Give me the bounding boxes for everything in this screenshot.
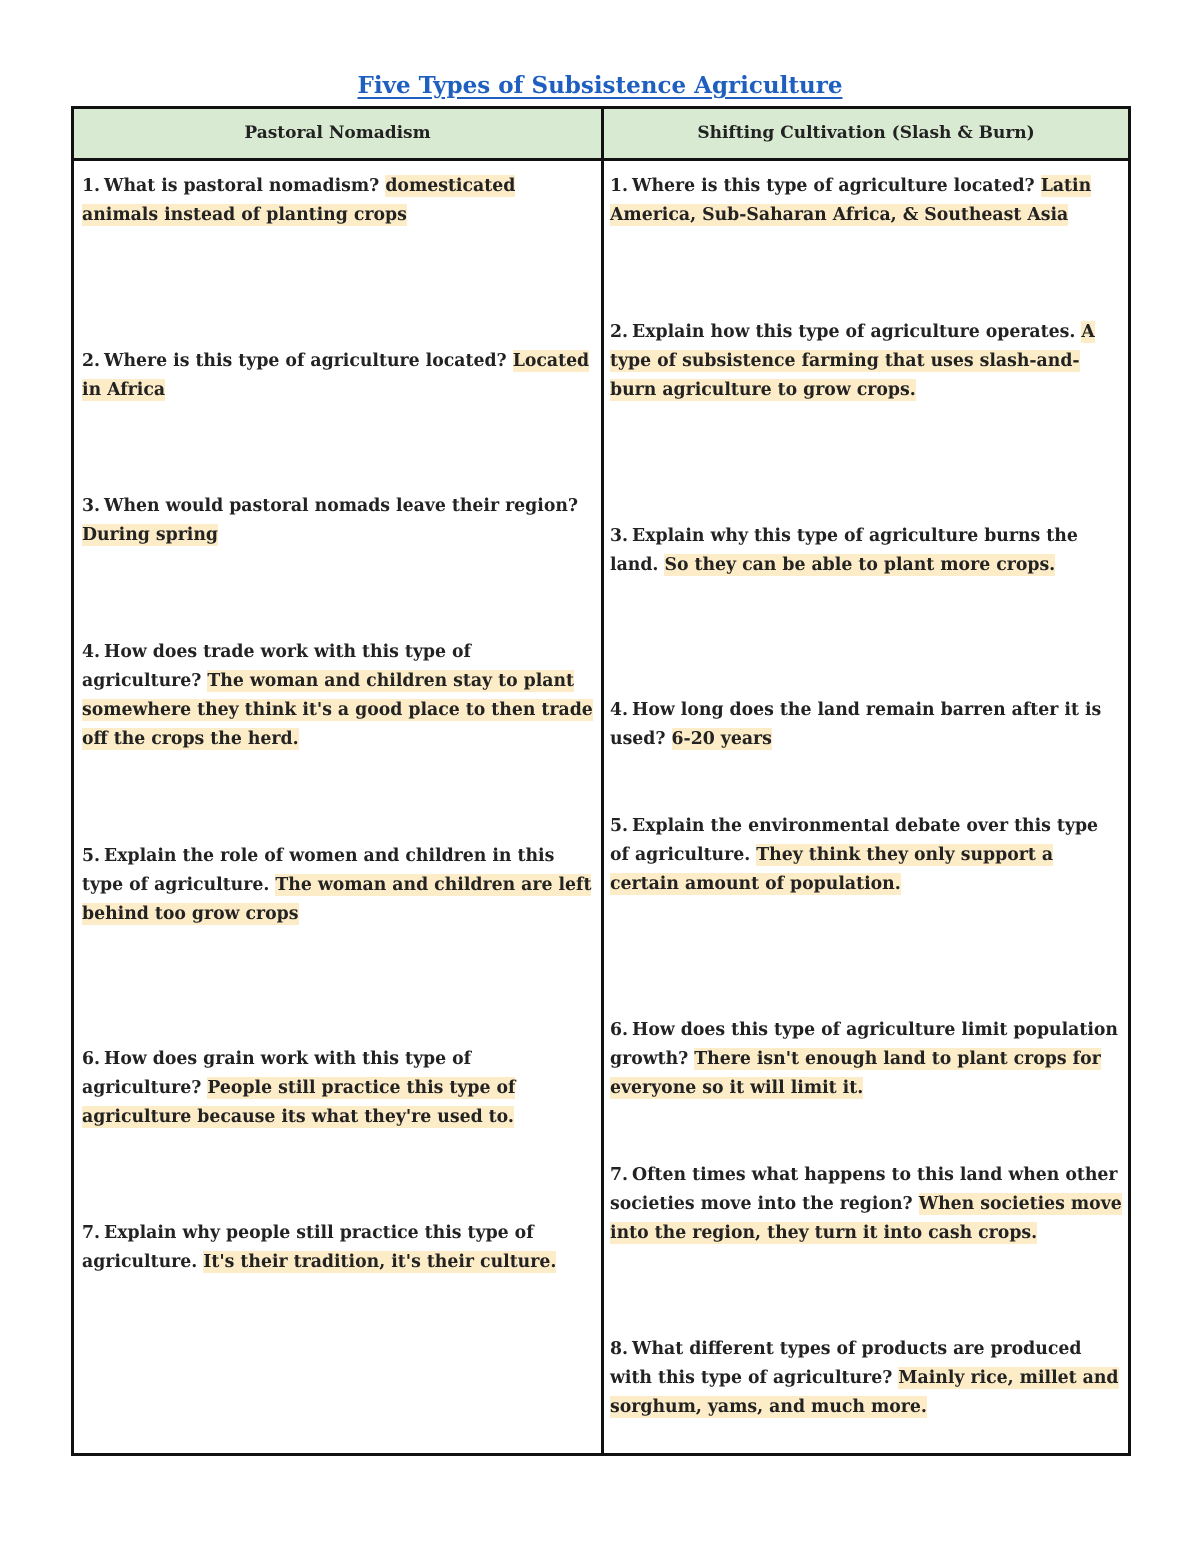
- question-text: Explain the environmental debate over this type of agriculture.: [610, 816, 1099, 865]
- question-text: How does this type of agriculture limit population growth?: [610, 1020, 1118, 1069]
- question-text: When would pastoral nomads leave their region?: [104, 496, 579, 516]
- column-divider: [601, 109, 604, 1453]
- question-number: 1.: [610, 176, 629, 196]
- answer-text: They think they only support a certain amount of population.: [610, 845, 1054, 894]
- answer-text: During spring: [82, 525, 219, 545]
- pastoral-question-1: [82, 172, 594, 230]
- pastoral-question-3: [82, 492, 594, 550]
- header-pastoral-nomadism: Pastoral Nomadism: [244, 123, 431, 143]
- question-text: What is pastoral nomadism?: [104, 176, 380, 196]
- shifting-question-5: [610, 812, 1122, 899]
- shifting-question-4: [610, 696, 1122, 754]
- question-number: 5.: [82, 846, 101, 866]
- pastoral-question-4: [82, 638, 594, 754]
- answer-text: So they can be able to plant more crops.: [664, 555, 1056, 575]
- question-text: How does grain work with this type of agriculture?: [82, 1049, 472, 1098]
- question-number: 3.: [82, 496, 101, 516]
- question-number: 6.: [610, 1020, 629, 1040]
- question-number: 1.: [82, 176, 101, 196]
- answer-text: People still practice this type of agriculture because its what they're used to.: [82, 1078, 516, 1127]
- worksheet-table: [71, 106, 1131, 1456]
- question-text: Where is this type of agriculture located?: [104, 351, 507, 371]
- answer-text: There isn't enough land to plant crops for everyone so it will limit it.: [610, 1049, 1101, 1098]
- answer-text: The woman and children are left behind too grow crops: [82, 875, 592, 924]
- shifting-question-2: [610, 318, 1122, 405]
- page-title: Five Types of Subsistence Agriculture: [357, 72, 843, 99]
- question-number: 2.: [610, 322, 629, 342]
- question-text: What different types of products are produced with this type of agriculture?: [610, 1339, 1082, 1388]
- question-number: 7.: [82, 1223, 101, 1243]
- question-number: 2.: [82, 351, 101, 371]
- question-number: 4.: [82, 642, 101, 662]
- answer-text: Mainly rice, millet and sorghum, yams, and much more.: [610, 1368, 1119, 1417]
- question-text: How does trade work with this type of agriculture?: [82, 642, 471, 691]
- question-text: Explain the role of women and children in this type of agriculture.: [82, 846, 555, 895]
- shifting-question-7: [610, 1161, 1122, 1248]
- pastoral-question-7: [82, 1219, 594, 1277]
- answer-text: Located in Africa: [82, 351, 590, 400]
- answer-text: 6-20 years: [671, 729, 772, 749]
- answer-text: When societies move into the region, they turn it into cash crops.: [610, 1194, 1122, 1243]
- question-text: Explain why people still practice this type of agriculture.: [82, 1223, 534, 1272]
- question-text: Often times what happens to this land when other societies move into the region?: [610, 1165, 1118, 1214]
- question-number: 7.: [610, 1165, 629, 1185]
- shifting-question-8: [610, 1335, 1122, 1422]
- answer-text: A type of subsistence farming that uses slash-and-burn agriculture to grow crops.: [610, 322, 1095, 400]
- answer-text: It's their tradition, it's their culture.: [203, 1252, 557, 1272]
- shifting-question-1: [610, 172, 1122, 230]
- question-number: 4.: [610, 700, 629, 720]
- answer-text: The woman and children stay to plant somewhere they think it's a good place to then trade off the crops the herd.: [82, 671, 593, 749]
- question-number: 8.: [610, 1339, 629, 1359]
- pastoral-question-2: [82, 347, 594, 405]
- question-number: 6.: [82, 1049, 101, 1069]
- question-text: Explain why this type of agriculture burns the land.: [610, 526, 1078, 575]
- question-text: Explain how this type of agriculture operates.: [632, 322, 1076, 342]
- question-text: How long does the land remain barren after it is used?: [610, 700, 1102, 749]
- header-shifting-cultivation: Shifting Cultivation (Slash & Burn): [697, 123, 1035, 143]
- shifting-question-6: [610, 1016, 1122, 1103]
- answer-text: domesticated animals instead of planting crops: [82, 176, 516, 225]
- pastoral-question-6: [82, 1045, 594, 1132]
- question-number: 5.: [610, 816, 629, 836]
- question-text: Where is this type of agriculture located?: [632, 176, 1035, 196]
- pastoral-question-5: [82, 842, 594, 929]
- shifting-question-3: [610, 522, 1122, 580]
- answer-text: Latin America, Sub-Saharan Africa, & Southeast Asia: [610, 176, 1092, 225]
- question-number: 3.: [610, 526, 629, 546]
